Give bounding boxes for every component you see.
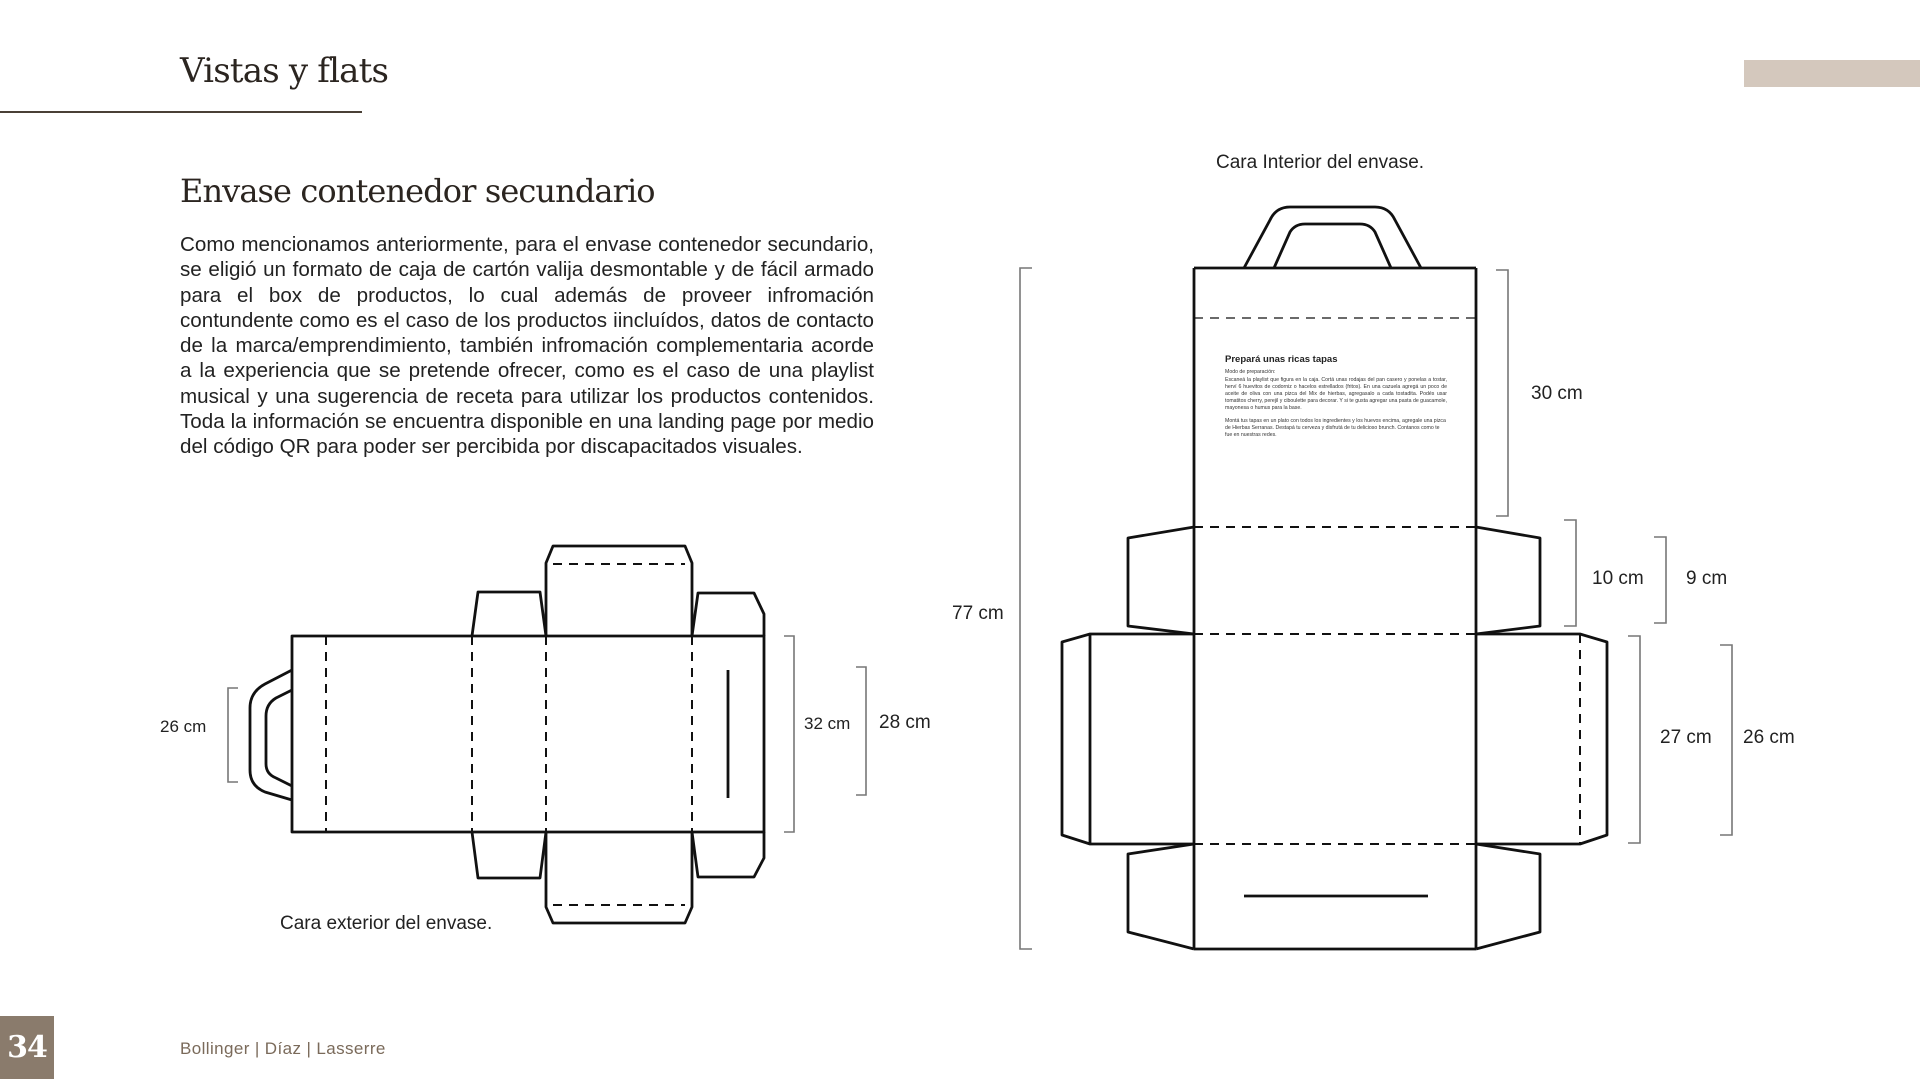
recipe-paragraph-1: Escaneá la playlist que figura en la caja. Cortá unas rodajas del pan casero y ponelas a tostar, herví 6 huevitos de codorniz o hacelos estrellados (fritos). En una cazuela agregá un poco de aceite de oliva con una pizca del Mix de hierbas, agregasalo a cada tostadita. Podés usar tomatitos cherry, perejil y ciboulette para decorar. Y si te gusta agregar una pasta de guacamole, mayonesa o humus para la base.	[1225, 377, 1447, 411]
recipe-title: Prepará unas ricas tapas	[1225, 354, 1338, 365]
exterior-caption: Cara exterior del envase.	[280, 913, 493, 934]
dim-handle-label: 26 cm	[160, 717, 207, 736]
dim-flap-b-label: 9 cm	[1686, 568, 1728, 589]
interior-dieline	[1062, 207, 1607, 949]
page-number: 34	[0, 1016, 54, 1079]
dim-outer-height-label: 28 cm	[879, 712, 931, 733]
footer-authors: Bollinger | Díaz | Lasserre	[180, 1039, 386, 1058]
recipe-subtitle: Modo de preparación:	[1225, 369, 1276, 375]
interior-caption: Cara Interior del envase.	[1216, 152, 1425, 173]
dim-side-a-label: 27 cm	[1660, 727, 1712, 748]
section-title: Envase contenedor secundario	[180, 172, 655, 210]
dim-inner-height-label: 32 cm	[804, 714, 851, 733]
exterior-dieline	[250, 546, 764, 923]
recipe-text-block	[1225, 354, 1447, 445]
dim-flap-a-label: 10 cm	[1592, 568, 1644, 589]
body-paragraph: Como mencionamos anteriormente, para el envase contenedor secundario, se eligió un formato de caja de cartón valija desmontable y de fácil armado para el box de productos, lo cual además de proveer infromación contundente como es el caso de los productos iincluídos, datos de contacto de la marca/emprendimiento, también infromación complementaria acorde a la experiencia que se pretende ofrecer, como es el caso de una playlist musical y una sugerencia de receta para utilizar los productos contenidos. Toda la información se encuentra disponible en una landing page por medio del código QR para poder ser percibida por discapacitados visuales.	[180, 233, 874, 459]
dim-top-panel-label: 30 cm	[1531, 383, 1583, 404]
recipe-paragraph-2: Montá tus tapas en un plato con todos los ingredientes y los huevos encima, agregale una pizca de Hierbas Serranas. Destapá tu cerveza y disfrutá de tu delicioso brunch. Contanos como te fue en nuestras redes.	[1225, 418, 1446, 438]
page-section-title: Vistas y flats	[180, 51, 389, 91]
dim-total-label: 77 cm	[952, 603, 1004, 624]
dim-side-b-label: 26 cm	[1743, 727, 1795, 748]
